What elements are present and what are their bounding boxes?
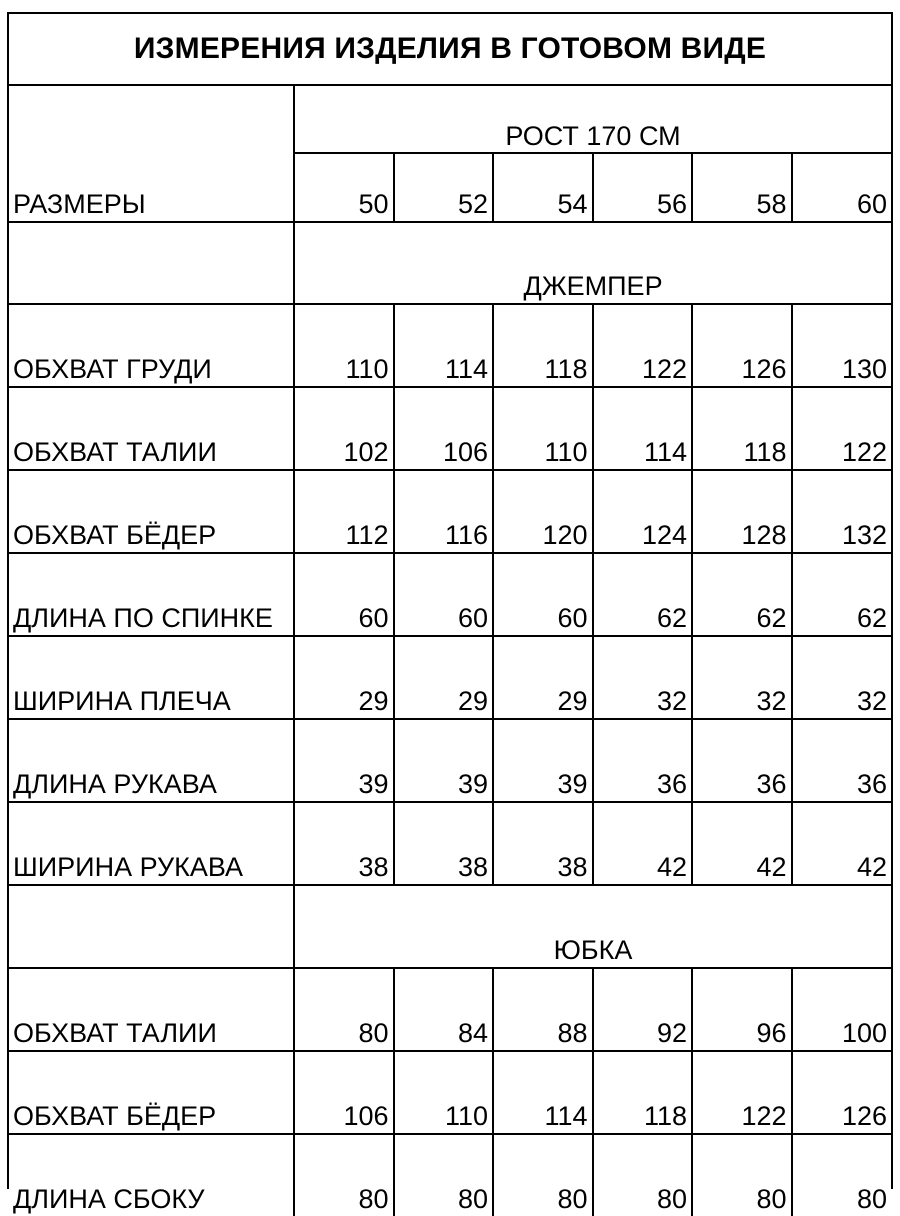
value-cell: 29	[394, 636, 494, 719]
value-cell: 42	[593, 802, 693, 885]
row-label: ОБХВАТ БЁДЕР	[9, 1051, 294, 1134]
value-cell: 114	[593, 387, 693, 470]
value-cell: 80	[493, 1134, 593, 1216]
row-label: ДЛИНА СБОКУ	[9, 1134, 294, 1216]
value-cell: 84	[394, 968, 494, 1051]
table-row	[9, 719, 891, 802]
value-cell: 92	[593, 968, 693, 1051]
value-cell: 80	[294, 1134, 394, 1216]
value-cell: 60	[493, 553, 593, 636]
table-row	[9, 553, 891, 636]
value-cell: 42	[692, 802, 792, 885]
row-label: ОБХВАТ ТАЛИИ	[9, 387, 294, 470]
size-chart-sheet	[7, 12, 893, 1214]
value-cell: 80	[692, 1134, 792, 1216]
size-cell: 54	[493, 153, 593, 222]
value-cell: 110	[493, 387, 593, 470]
section-blank-cell	[9, 885, 294, 968]
height-header-row	[9, 86, 891, 153]
row-label: ОБХВАТ ТАЛИИ	[9, 968, 294, 1051]
row-label: ШИРИНА ПЛЕЧА	[9, 636, 294, 719]
size-cell: 50	[294, 153, 394, 222]
value-cell: 62	[593, 553, 693, 636]
value-cell: 29	[493, 636, 593, 719]
value-cell: 80	[294, 968, 394, 1051]
section-heading-skirt: ЮБКА	[294, 885, 891, 968]
value-cell: 126	[792, 1051, 892, 1134]
page-title: ИЗМЕРЕНИЯ ИЗДЕЛИЯ В ГОТОВОМ ВИДЕ	[9, 14, 891, 86]
table-row	[9, 304, 891, 387]
value-cell: 39	[294, 719, 394, 802]
height-label: РОСТ 170 СМ	[294, 86, 891, 153]
value-cell: 122	[593, 304, 693, 387]
table-row	[9, 1134, 891, 1216]
value-cell: 124	[593, 470, 693, 553]
value-cell: 80	[593, 1134, 693, 1216]
size-cell: 56	[593, 153, 693, 222]
size-cell: 58	[692, 153, 792, 222]
value-cell: 80	[394, 1134, 494, 1216]
value-cell: 114	[493, 1051, 593, 1134]
value-cell: 118	[493, 304, 593, 387]
row-label: ДЛИНА РУКАВА	[9, 719, 294, 802]
value-cell: 36	[792, 719, 892, 802]
value-cell: 110	[394, 1051, 494, 1134]
value-cell: 122	[692, 1051, 792, 1134]
value-cell: 128	[692, 470, 792, 553]
value-cell: 29	[294, 636, 394, 719]
value-cell: 32	[593, 636, 693, 719]
value-cell: 88	[493, 968, 593, 1051]
value-cell: 96	[692, 968, 792, 1051]
value-cell: 122	[792, 387, 892, 470]
table-row	[9, 470, 891, 553]
value-cell: 106	[394, 387, 494, 470]
section-row-skirt	[9, 885, 891, 968]
row-label: ДЛИНА ПО СПИНКЕ	[9, 553, 294, 636]
value-cell: 62	[692, 553, 792, 636]
table-row	[9, 1051, 891, 1134]
value-cell: 39	[394, 719, 494, 802]
section-heading-jumper: ДЖЕМПЕР	[294, 222, 891, 304]
value-cell: 102	[294, 387, 394, 470]
value-cell: 39	[493, 719, 593, 802]
value-cell: 100	[792, 968, 892, 1051]
value-cell: 126	[692, 304, 792, 387]
value-cell: 32	[792, 636, 892, 719]
value-cell: 80	[792, 1134, 892, 1216]
value-cell: 112	[294, 470, 394, 553]
value-cell: 106	[294, 1051, 394, 1134]
value-cell: 132	[792, 470, 892, 553]
sizes-label-cell: РАЗМЕРЫ	[9, 86, 294, 222]
value-cell: 32	[692, 636, 792, 719]
value-cell: 116	[394, 470, 494, 553]
value-cell: 118	[692, 387, 792, 470]
section-blank-cell	[9, 222, 294, 304]
value-cell: 120	[493, 470, 593, 553]
value-cell: 130	[792, 304, 892, 387]
value-cell: 36	[692, 719, 792, 802]
row-label: ШИРИНА РУКАВА	[9, 802, 294, 885]
value-cell: 38	[394, 802, 494, 885]
value-cell: 118	[593, 1051, 693, 1134]
size-cell: 52	[394, 153, 494, 222]
value-cell: 114	[394, 304, 494, 387]
table-row	[9, 802, 891, 885]
size-cell: 60	[792, 153, 892, 222]
table-row	[9, 387, 891, 470]
row-label: ОБХВАТ ГРУДИ	[9, 304, 294, 387]
value-cell: 110	[294, 304, 394, 387]
value-cell: 60	[294, 553, 394, 636]
row-label: ОБХВАТ БЁДЕР	[9, 470, 294, 553]
value-cell: 42	[792, 802, 892, 885]
value-cell: 38	[493, 802, 593, 885]
value-cell: 62	[792, 553, 892, 636]
table-row	[9, 968, 891, 1051]
value-cell: 60	[394, 553, 494, 636]
measurements-table	[9, 86, 891, 1216]
value-cell: 38	[294, 802, 394, 885]
value-cell: 36	[593, 719, 693, 802]
table-row	[9, 636, 891, 719]
section-row-jumper	[9, 222, 891, 304]
